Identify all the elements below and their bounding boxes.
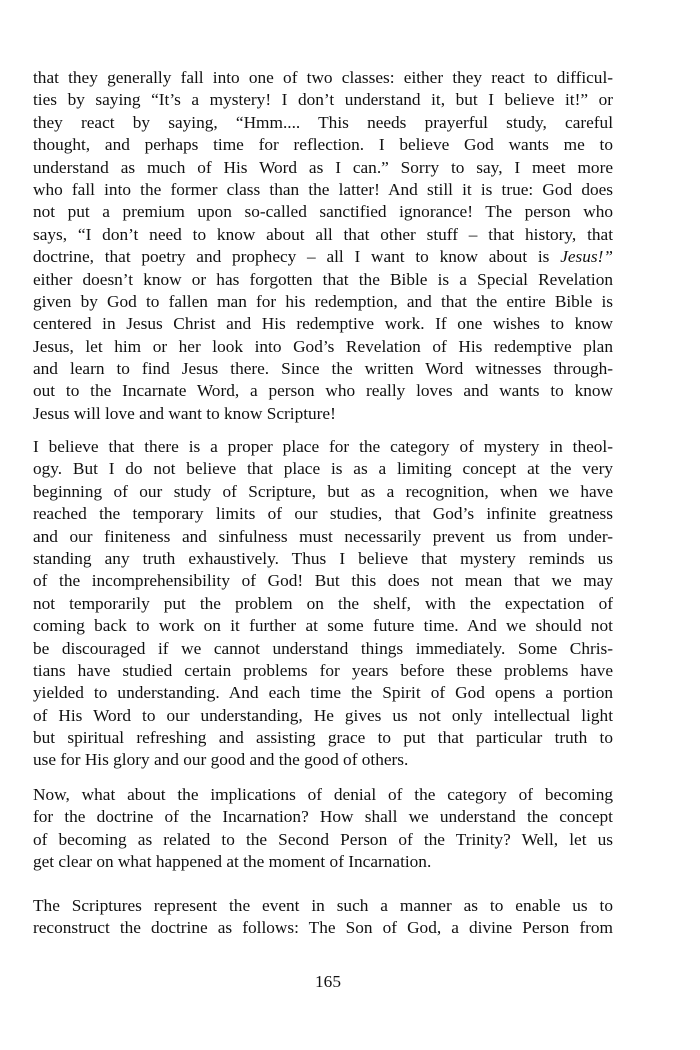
text-line: of the incomprehensibility of God! But this does not mean that we may: [33, 571, 613, 591]
text-fragment: doctrine, that poetry and prophecy – all I want to know about is: [33, 247, 561, 267]
text-line-with-italic: [33, 246, 613, 268]
page-number: 165: [315, 972, 341, 991]
text-line: understand as much of His Word as I can.” Sorry to say, I meet more: [33, 157, 613, 177]
text-line: thought, and perhaps time for reflection. I believe God wants me to: [33, 135, 613, 155]
text-line: yielded to understanding. And each time the Spirit of God opens a portion: [33, 683, 613, 703]
text-line: who fall into the former class than the latter! And still it is true: God does: [33, 179, 613, 199]
text-line: Now, what about the implications of denial of the category of becoming: [33, 785, 613, 804]
text-line: but spiritual refreshing and assisting grace to put that particular truth to: [33, 728, 613, 748]
text-line: standing any truth exhaustively. Thus I believe that mystery reminds us: [33, 548, 613, 568]
text-line: either doesn’t know or has forgotten that the Bible is a Special Revelation: [33, 269, 613, 289]
text-line: The Scriptures represent the event in such a manner as to enable us to: [33, 896, 613, 915]
text-line: coming back to work on it further at some future time. And we should not: [33, 616, 613, 636]
text-line: Jesus will love and want to know Scripture!: [33, 403, 336, 423]
paragraph-2: [33, 436, 613, 772]
text-line: says, “I don’t need to know about all that other stuff – that history, that: [33, 224, 613, 244]
text-line: tians have studied certain problems for years before these problems have: [33, 660, 613, 680]
text-line: given by God to fallen man for his redemption, and that the entire Bible is: [33, 291, 613, 311]
text-line: beginning of our study of Scripture, but as a recognition, when we have: [33, 481, 613, 501]
text-line: they react by saying, “Hmm.... This needs prayerful study, careful: [33, 112, 613, 132]
text-line: centered in Jesus Christ and His redemptive work. If one wishes to know: [33, 314, 613, 334]
text-line: not temporarily put the problem on the shelf, with the expectation of: [33, 593, 613, 613]
text-line: that they generally fall into one of two classes: either they react to difficul-: [33, 68, 613, 87]
text-line: of His Word to our understanding, He gives us not only intellectual light: [33, 705, 613, 725]
text-line: ties by saying “It’s a mystery! I don’t understand it, but I believe it!” or: [33, 90, 613, 110]
paragraph-4: [33, 895, 613, 940]
text-line: ogy. But I do not believe that place is as a limiting concept at the very: [33, 459, 613, 479]
text-line: for the doctrine of the Incarnation? How shall we understand the concept: [33, 807, 613, 827]
paragraph-1: [33, 67, 613, 425]
text-line: not put a premium upon so-called sanctified ignorance! The person who: [33, 202, 613, 222]
italic-emphasis: Jesus!”: [560, 247, 613, 267]
text-line: out to the Incarnate Word, a person who really loves and wants to know: [33, 381, 613, 401]
text-line: get clear on what happened at the moment of Incarnation.: [33, 852, 432, 872]
text-line: of becoming as related to the Second Person of the Trinity? Well, let us: [33, 829, 613, 849]
text-line: and learn to find Jesus there. Since the written Word witnesses through-: [33, 359, 613, 379]
paragraph-3: [33, 784, 613, 874]
text-line: and our finiteness and sinfulness must necessarily prevent us from under-: [33, 526, 613, 546]
text-line: be discouraged if we cannot understand things immediately. Some Chris-: [33, 638, 613, 658]
text-line: Jesus, let him or her look into God’s Revelation of His redemptive plan: [33, 336, 613, 356]
text-line: reconstruct the doctrine as follows: The Son of God, a divine Person from: [33, 918, 613, 938]
text-line: I believe that there is a proper place for the category of mystery in theol-: [33, 437, 613, 456]
text-line: reached the temporary limits of our studies, that God’s infinite greatness: [33, 504, 613, 524]
text-line: use for His glory and our good and the good of others.: [33, 750, 409, 770]
